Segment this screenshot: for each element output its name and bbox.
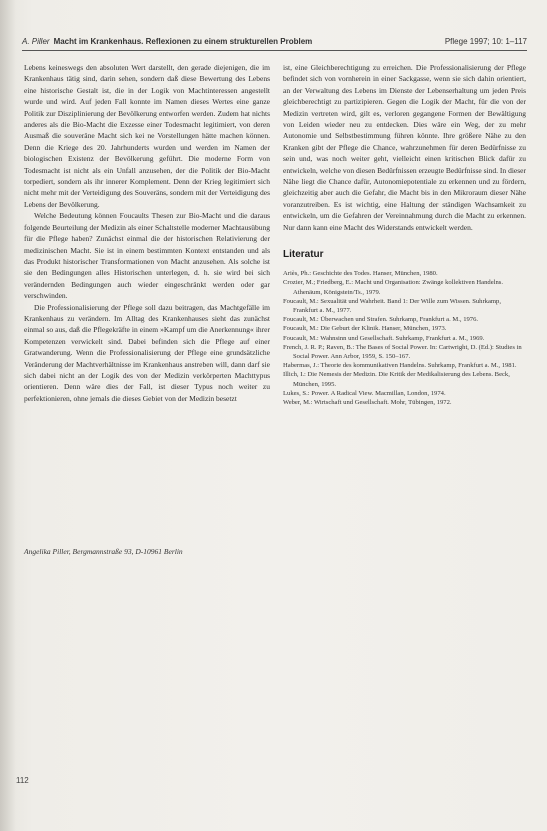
reference-item: Lukes, S.: Power. A Radical View. Macmillan, London, 1974. [283, 389, 446, 397]
header-author: A. Piller [22, 37, 50, 46]
reference-item: Foucault, M.: Überwachen und Strafen. Suhrkamp, Frankfurt a. M., 1976. [283, 316, 479, 324]
reference-item: Foucault, M.: Sexualität und Wahrheit. Band 1: Der Wille zum Wissen. Suhrkamp, Frankfurt a. M., 1977. [283, 297, 501, 314]
paragraph: ist, eine Gleichberechtigung zu erreichen. Die Professionalisierung der Pflege befindet sich von vornherein in einer Sackgasse, wenn sie sich dahin orientiert, an der Verwaltung des Lebens im Dienste der Lebenserhaltung um jeden Preis gleichberechtigt zu partizipieren. Gegen die Logik der Macht, für die von der Medizin vertreten wird, gilt es, verloren gegangene Formen der Bewältigung von Leiden wieder neu zu entdecken. Dies wäre ein Weg, der zu mehr Autonomie und Selbstbestimmung führen könnte. Ihre größere Nähe zu den Kranken gibt der Pflege die Chance, wahrzunehmen für deren Bedürfnisse zu sein und, was noch weiter geht, vielleicht einen kritischen Blick dafür zu entwickeln, welche von diesen Bedürfnissen erzeugte Bedürfnisse sind. In dieser Nähe liegt die Chance dafür, Autonomiepotentiale zu erkennen und zu fördern, gleichzeitig aber auch die Gefahr, die Macht bis in den Mikroraum dieser Nähe voranzutreiben. Es ist wichtig, eine Haltung der ständigen Wachsamkeit zu entwickeln, um die Gefahren der Vereinnahmung durch die Macht zu erkennen. Nur dann kann eine Macht des Widerstands entwickelt werden. [283, 63, 526, 232]
paragraph: Lebens keineswegs den absoluten Wert darstellt, den gerade diejenigen, die im Krankenhaus tätig sind, darin sehen, sondern daß diese Bewertung des Lebens eine historische Gestalt ist, die in der Logik von Machtinteressen angestellt wurde und wird. Auf jeden Fall konnte im Namen dieses Wertes eine ganze Politik zur Disziplinierung der Bevölkerung entworfen werden. Zudem hat nichts anderes als die Bio-Macht die Exzesse einer Todesmacht legitimiert, von deren Ausmaß die souveräne Macht sich kei ne Vorstellungen hätte machen können. Denn die Kriege des 20. Jahrhunderts wurden und werden im Namen der biologischen Existenz der Bevölkerung geführt. Die moderne Form von Todesmacht ist nicht als ein Unfall anzusehen, der die Politik der Bio-Macht torpediert, sondern als ihr innerer Komplement. Denn der Krieg legitimiert sich nicht mehr mit der Verteidigung des Souveräns, sondern mit der Verteidigung des Lebens der Bevölkerung. [24, 63, 270, 209]
reference-item: French, J. R. P.; Raven, B.: The Bases of Social Power. In: Cartwright, D. (Ed.): Studies in Social Power. Ann Arbor, 1959, S. 150–167. [283, 343, 522, 360]
paragraph: Die Professionalisierung der Pflege soll dazu beitragen, das Machtgefälle im Krankenhaus zu verändern. Im Alltag des Krankenhauses sieht das zunächst einmal so aus, daß die Pflegekräfte in einem »Kampf um die Anerkennung« ihrer Kompetenzen verwickelt sind. Dabei befinden sich die Pflege auf einer Gratwanderung. Wenn die Professionalisierung der Pflege eine grundsätzliche Veränderung der Machtverhältnisse im Krankenhaus anstreben will, dann darf sie sich dabei nicht an der Logik des von der Medizin verkörperten Machttypus orientieren. Denn wäre dies der Fall, ist dieser Typus noch weiter zu perfektionieren, ohne jemals die dieses Gebiet von der Medizin besetzt [24, 302, 270, 403]
page-number: 112 [16, 776, 29, 785]
reference-item: Ariès, Ph.: Geschichte des Todes. Hanser, München, 1980. [283, 270, 438, 278]
author-address: Angelika Piller, Bergmannstraße 93, D-10961 Berlin [24, 547, 183, 556]
binding-shadow [0, 0, 16, 831]
reference-item: Weber, M.: Wirtschaft und Gesellschaft. Mohr, Tübingen, 1972. [283, 398, 452, 406]
literatur-heading: Literatur [283, 249, 324, 261]
right-column [283, 62, 526, 407]
reference-item: Habermas, J.: Theorie des kommunikativen Handelns. Suhrkamp, Frankfurt a. M., 1981. [283, 362, 517, 370]
header-rule [22, 50, 527, 51]
header-title: Macht im Krankenhaus. Reflexionen zu einem strukturellen Problem [53, 37, 313, 46]
reference-item: Illich, I.: Die Nemesis der Medizin. Die Kritik der Medikalisierung des Lebens. Beck, München, 1995. [283, 371, 510, 388]
reference-item: Foucault, M.: Wahnsinn und Gesellschaft. Suhrkamp, Frankfurt a. M., 1969. [283, 334, 485, 342]
header-journal: Pflege 1997; 10: 1–117 [444, 37, 527, 46]
reference-item: Crozier, M.; Friedberg, E.: Macht und Organisation: Zwänge kollektiven Handelns. Athenäum, Königstein/Ts., 1979. [283, 279, 503, 296]
running-header [22, 36, 527, 48]
paragraph: Welche Bedeutung können Foucaults Thesen zur Bio-Macht und die daraus folgende Beurteilung der Medizin als einer Schaltstelle moderner Machtausübung für die Pflege haben? Zunächst einmal die der historischen Relativierung der medizinischen Macht. Sie ist in einem bestimmten Kontext entstanden und als das Produkt historischer Transformationen von Macht anzusehen. Als solche ist sie den Bedingungen alles Historischen unterlegen, d. h. sie wird bei sich verändernden Bedingungen auch wieder eingeschränkt werden oder gar verschwinden. [24, 211, 270, 301]
reference-item: Foucault, M.: Die Geburt der Klinik. Hanser, München, 1973. [283, 325, 447, 333]
reference-list [283, 269, 526, 407]
left-column [24, 62, 270, 404]
